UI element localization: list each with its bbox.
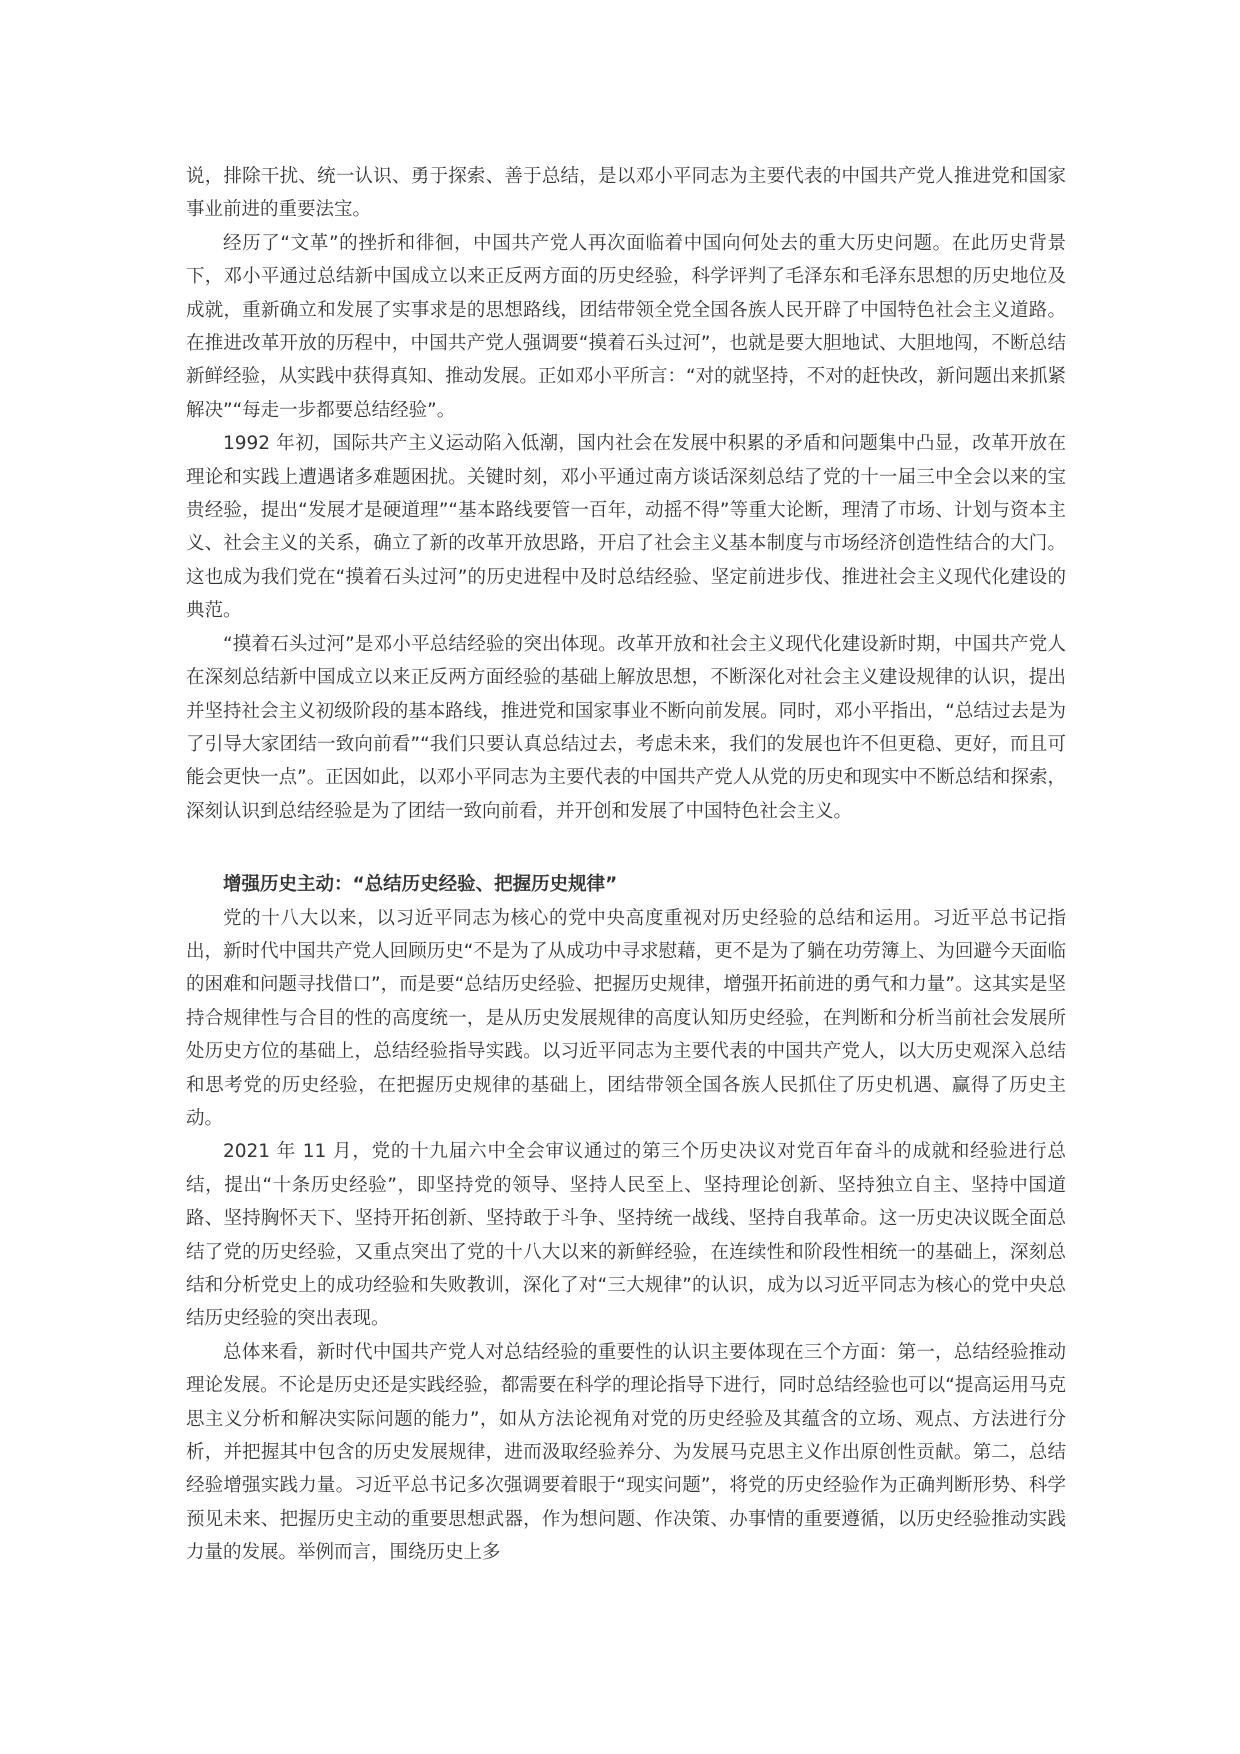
document-body (186, 160, 1066, 1570)
paragraph-1992: 1992 年初，国际共产主义运动陷入低潮，国内社会在发展中积累的矛盾和问题集中凸显，改革开放在理论和实践上遭遇诸多难题困扰。关键时刻，邓小平通过南方谈话深刻总结了党的十一届三中全会以来的宝贵经验，提出“发展才是硬道理”“基本路线要管一百年，动摇不得”等重大论断，理清了市场、计划与资本主义、社会主义的关系，确立了新的改革开放思路，开启了社会主义基本制度与市场经济创造性结合的大门。这也成为我们党在“摸着石头过河”的历史进程中及时总结经验、坚定前进步伐、推进社会主义现代化建设的典范。 (186, 433, 1066, 622)
paragraph-wenge: 经历了“文革”的挫折和徘徊，中国共产党人再次面临着中国向何处去的重大历史问题。在此历史背景下，邓小平通过总结新中国成立以来正反两方面的历史经验，科学评判了毛泽东和毛泽东思想的历史地位及成就，重新确立和发展了实事求是的思想路线，团结带领全党全国各族人民开辟了中国特色社会主义道路。在推进改革开放的历程中，中国共产党人强调要“摸着石头过河”，也就是要大胆地试、大胆地闯，不断总结新鲜经验，从实践中获得真知、推动发展。正如邓小平所言：“对的就坚持，不对的赶快改，新问题出来抓紧解决”“每走一步都要总结经验”。 (186, 232, 1066, 421)
paragraph-2021-resolution: 2021 年 11 月，党的十九届六中全会审议通过的第三个历史决议对党百年奋斗的成就和经验进行总结，提出“十条历史经验”，即坚持党的领导、坚持人民至上、坚持理论创新、坚持独立自主、坚持中国道路、坚持胸怀天下、坚持开拓创新、坚持敢于斗争、坚持统一战线、坚持自我革命。这一历史决议既全面总结了党的历史经验，又重点突出了党的十八大以来的新鲜经验，在连续性和阶段性相统一的基础上，深刻总结和分析党史上的成功经验和失败教训，深化了对“三大规律”的认识，成为以习近平同志为核心的党中央总结历史经验的突出表现。 (186, 1141, 1066, 1330)
paragraph-18th-congress: 党的十八大以来，以习近平同志为核心的党中央高度重视对历史经验的总结和运用。习近平总书记指出，新时代中国共产党人回顾历史“不是为了从成功中寻求慰藉，更不是为了躺在功劳簿上、为回避今天面临的困难和问题寻找借口”，而是要“总结历史经验、把握历史规律，增强开拓前进的勇气和力量”。这其实是坚持合规律性与合目的性的高度统一，是从历史发展规律的高度认知历史经验，在判断和分析当前社会发展所处历史方位的基础上，总结经验指导实践。以习近平同志为主要代表的中国共产党人，以大历史观深入总结和思考党的历史经验，在把握历史规律的基础上，团结带领全国各族人民抓住了历史机遇、赢得了历史主动。 (186, 907, 1066, 1129)
paragraph-continuation: 说，排除干扰、统一认识、勇于探索、善于总结，是以邓小平同志为主要代表的中国共产党人推进党和国家事业前进的重要法宝。 (186, 166, 1066, 221)
section-heading: 增强历史主动：“总结历史经验、把握历史规律” (223, 874, 618, 896)
paragraph-crossing-river: “摸着石头过河”是邓小平总结经验的突出体现。改革开放和社会主义现代化建设新时期，中国共产党人在深刻总结新中国成立以来正反两方面经验的基础上解放思想，不断深化对社会主义建设规律的认识，提出并坚持社会主义初级阶段的基本路线，推进党和国家事业不断向前发展。同时，邓小平指出，“总结过去是为了引导大家团结一致向前看”“我们只要认真总结过去，考虑未来，我们的发展也许不但更稳、更好，而且可能会更快一点”。正因如此，以邓小平同志为主要代表的中国共产党人从党的历史和现实中不断总结和探索，深刻认识到总结经验是为了团结一致向前看，并开创和发展了中国特色社会主义。 (186, 633, 1066, 822)
paragraph-overview: 总体来看，新时代中国共产党人对总结经验的重要性的认识主要体现在三个方面：第一，总结经验推动理论发展。不论是历史还是实践经验，都需要在科学的理论指导下进行，同时总结经验也可以“提高运用马克思主义分析和解决实际问题的能力”，如从方法论视角对党的历史经验及其蕴含的立场、观点、方法进行分析，并把握其中包含的历史发展规律，进而汲取经验养分、为发展马克思主义作出原创性贡献。第二，总结经验增强实践力量。习近平总书记多次强调要着眼于“现实问题”，将党的历史经验作为正确判断形势、科学预见未来、把握历史主动的重要思想武器，作为想问题、作决策、办事情的重要遵循，以历史经验推动实践力量的发展。举例而言，围绕历史上多 (186, 1341, 1066, 1564)
